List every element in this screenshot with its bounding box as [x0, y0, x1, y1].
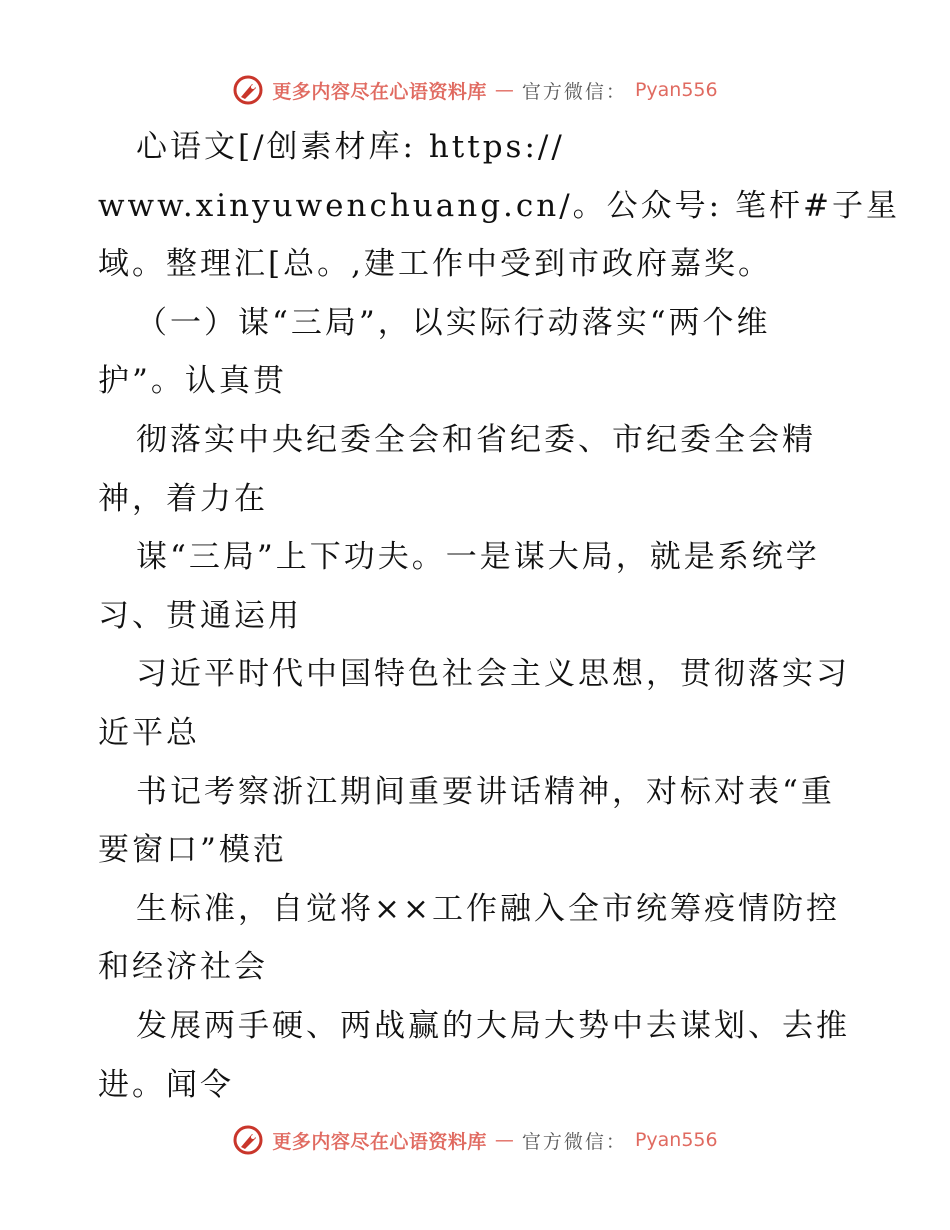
text-line: 彻落实中央纪委全会和省纪委、市纪委全会精 — [136, 421, 816, 458]
text-line: （一）谋“三局”，以实际行动落实“两个维 — [136, 304, 771, 341]
watermark-sub-text: 官方微信： — [521, 80, 627, 103]
text-line: www.xinyuwenchuang.cn/。公众号: 笔杆#子星 — [98, 187, 900, 224]
text-line: 近平总 — [98, 714, 200, 751]
watermark-separator: — — [494, 1129, 514, 1151]
document-body — [98, 118, 900, 1114]
text-line: 生标准，自觉将××工作融入全市统筹疫情防控 — [136, 890, 840, 927]
text-line: 要窗口”模范 — [98, 832, 287, 869]
watermark-sub-text: 官方微信： — [521, 1130, 627, 1153]
text-line: 心语文[/创素材库: https:// — [136, 129, 565, 165]
text-line: 进。闻令 — [98, 1066, 234, 1103]
pen-nib-logo-icon — [232, 74, 264, 106]
text-line: 护”。认真贯 — [98, 363, 287, 400]
watermark-separator: — — [494, 79, 514, 101]
text-line: 习、贯通运用 — [98, 597, 302, 634]
text-line: 习近平时代中国特色社会主义思想，贯彻落实习 — [136, 656, 850, 693]
watermark-banner-top — [0, 70, 950, 110]
text-line: 书记考察浙江期间重要讲话精神，对标对表“重 — [136, 773, 835, 810]
text-line: 神，着力在 — [98, 480, 268, 517]
text-line: 和经济社会 — [98, 949, 268, 986]
watermark-main-text: 更多内容尽在心语资料库 — [272, 1130, 487, 1153]
text-line: 发展两手硬、两战赢的大局大势中去谋划、去推 — [136, 1007, 850, 1044]
pen-nib-logo-icon — [232, 1124, 264, 1156]
watermark-wechat-id: Pyan556 — [634, 79, 718, 101]
text-line: 谋“三局”上下功夫。一是谋大局，就是系统学 — [136, 539, 820, 576]
text-line: 域。整理汇[总。,建工作中受到市政府嘉奖。 — [98, 246, 772, 283]
watermark-banner-bottom — [0, 1120, 950, 1160]
watermark-main-text: 更多内容尽在心语资料库 — [272, 80, 487, 103]
watermark-wechat-id: Pyan556 — [634, 1129, 718, 1151]
